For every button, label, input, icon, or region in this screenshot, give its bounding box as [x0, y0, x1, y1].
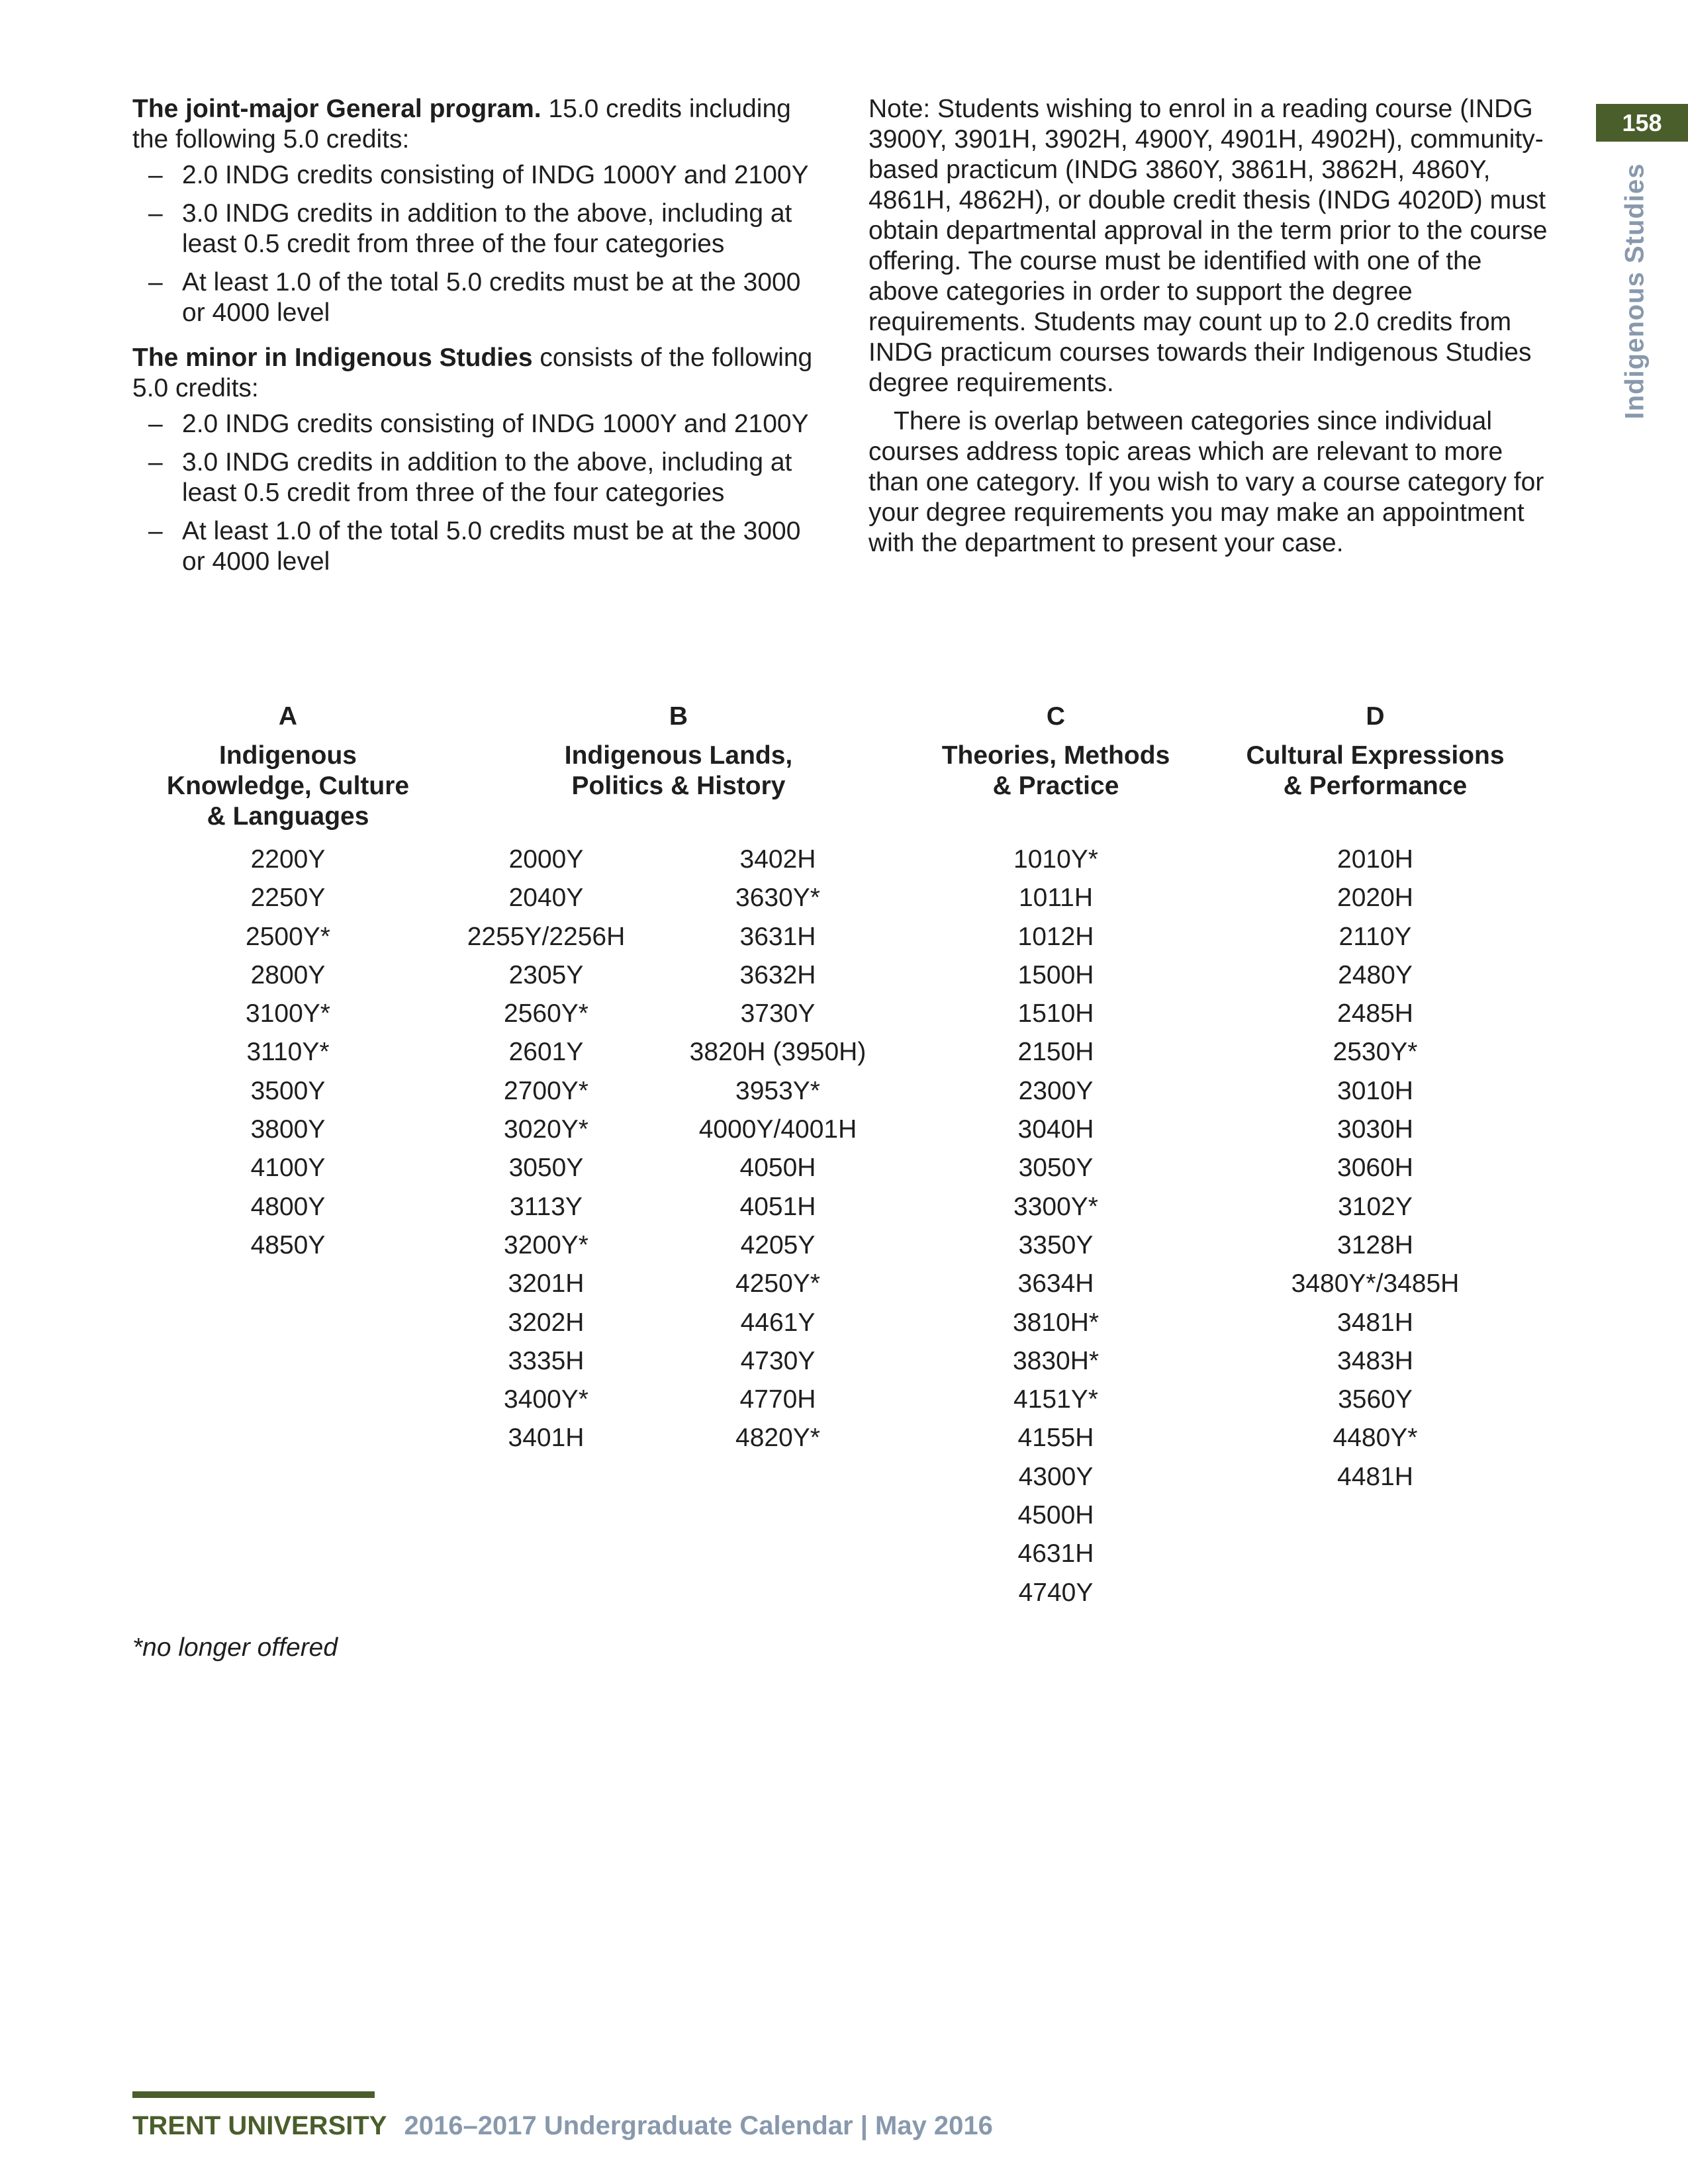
course-column-b1	[447, 841, 645, 1458]
course-code: 4000Y/4001H	[698, 1115, 857, 1144]
minor-intro: consists of the following 5.0 credits:	[132, 343, 813, 402]
course-code: 3634H	[1017, 1269, 1094, 1298]
course-column-d	[1258, 841, 1493, 1496]
course-code: 3040H	[1017, 1115, 1094, 1144]
general-program-intro: 15.0 credits including the following 5.0 credits:	[132, 95, 791, 154]
course-code: 3730Y	[740, 999, 816, 1028]
course-code: 2300Y	[1018, 1076, 1094, 1105]
section-side-label	[1582, 163, 1688, 420]
footer-rule	[132, 2091, 375, 2098]
category-letter: C	[1046, 702, 1066, 731]
course-code: 4820Y*	[735, 1424, 820, 1453]
course-column-b2	[669, 841, 887, 1458]
course-code: 1510H	[1017, 999, 1094, 1028]
course-column-c	[966, 841, 1145, 1612]
course-code: 3202H	[508, 1308, 585, 1337]
course-code: 2530Y*	[1333, 1038, 1418, 1067]
course-code: 1010Y*	[1013, 845, 1098, 874]
list-item: – At least 1.0 of the total 5.0 credits must be at the 3000 or 4000 level	[132, 267, 827, 328]
course-code: 1500H	[1017, 960, 1094, 989]
course-code: 3128H	[1337, 1230, 1413, 1259]
list-item: – 2.0 INDG credits consisting of INDG 1000Y and 2100Y	[132, 160, 827, 191]
footer-calendar: 2016–2017 Undergraduate Calendar | May 2016	[404, 2111, 993, 2140]
course-code: 3110Y*	[246, 1038, 330, 1067]
course-code: 2250Y	[250, 884, 326, 913]
overlap-paragraph: There is overlap between categories since individual courses address topic areas which are relevant to more than one category. If you wish to vary a course category for your degree requirements you may make an appointment with the department to present your case.	[868, 407, 1544, 557]
general-program-paragraph	[132, 94, 827, 155]
course-code: 2200Y	[250, 845, 326, 874]
course-code: 2255Y/2256H	[467, 922, 626, 951]
course-code: 3500Y	[250, 1076, 326, 1105]
course-code: 2601Y	[508, 1038, 584, 1067]
course-code: 4770H	[739, 1385, 816, 1414]
category-title: Indigenous Lands, Politics & History	[564, 741, 793, 800]
general-program-list	[132, 160, 827, 328]
course-code: 2500Y*	[246, 922, 330, 951]
course-code: 2010H	[1337, 845, 1413, 874]
course-code: 3335H	[508, 1346, 585, 1375]
course-code: 3560Y	[1338, 1385, 1413, 1414]
category-letter: B	[669, 702, 688, 731]
course-code: 1011H	[1018, 884, 1094, 913]
course-code: 4481H	[1337, 1462, 1413, 1491]
course-code: 3400Y*	[504, 1385, 588, 1414]
list-item: – 3.0 INDG credits in addition to the above, including at least 0.5 credit from three of the four categories	[132, 447, 827, 508]
minor-title: The minor in Indigenous Studies	[132, 343, 533, 372]
course-code: 3030H	[1337, 1115, 1413, 1144]
general-program-title: The joint-major General program.	[132, 95, 541, 123]
category-b-heading	[536, 702, 821, 801]
course-code: 4850Y	[250, 1230, 326, 1259]
course-code: 4740Y	[1018, 1578, 1094, 1607]
course-code: 3953Y*	[735, 1076, 820, 1105]
category-d-heading	[1221, 702, 1529, 801]
course-code: 4151Y*	[1013, 1385, 1098, 1414]
course-code: 3810H*	[1012, 1308, 1100, 1337]
footnote: *no longer offered	[132, 1633, 338, 1662]
course-code: 3632H	[739, 960, 816, 989]
list-item: – 3.0 INDG credits in addition to the above, including at least 0.5 credit from three of the four categories	[132, 199, 827, 259]
course-code: 3630Y*	[735, 884, 820, 913]
category-title: Indigenous Knowledge, Culture & Languages	[166, 741, 410, 831]
note-paragraph: Note: Students wishing to enrol in a reading course (INDG 3900Y, 3901H, 3902H, 4900Y, 4901H, 4902H), community-based practicum (INDG 3860Y, 3861H, 3862H, 4860Y, 4861H, 4862H), or double credit thesis (INDG 4020D) must obtain departmental approval in the term prior to the course offering. The course must be identified with one of the above categories in order to support the degree requirements. Students may count up to 2.0 credits from INDG practicum courses towards their Indigenous Studies degree requirements.	[868, 95, 1548, 397]
course-code: 4480Y*	[1333, 1424, 1418, 1453]
course-code: 3350Y	[1018, 1230, 1094, 1259]
course-code: 3483H	[1337, 1346, 1413, 1375]
footer-university: TRENT UNIVERSITY	[132, 2111, 387, 2140]
course-code: 4730Y	[740, 1346, 816, 1375]
course-code: 3020Y*	[504, 1115, 588, 1144]
course-code: 4300Y	[1018, 1462, 1094, 1491]
course-code: 4461Y	[740, 1308, 816, 1337]
right-column	[868, 94, 1550, 559]
course-code: 1012H	[1017, 922, 1094, 951]
list-item: – At least 1.0 of the total 5.0 credits must be at the 3000 or 4000 level	[132, 516, 827, 577]
course-code: 3060H	[1337, 1154, 1413, 1183]
course-code: 2150H	[1017, 1038, 1094, 1067]
course-code: 2040Y	[508, 884, 584, 913]
category-c-heading	[920, 702, 1192, 801]
course-code: 3113Y	[510, 1192, 583, 1221]
category-a-heading	[142, 702, 434, 832]
course-code: 4250Y*	[735, 1269, 820, 1298]
course-code: 3050Y	[508, 1154, 584, 1183]
course-code: 3201H	[508, 1269, 585, 1298]
course-code: 4631H	[1017, 1539, 1094, 1569]
course-code: 3102Y	[1338, 1192, 1413, 1221]
course-code: 4051H	[739, 1192, 816, 1221]
course-code: 3481H	[1337, 1308, 1413, 1337]
course-code: 2560Y*	[504, 999, 588, 1028]
course-code: 3830H*	[1012, 1346, 1100, 1375]
left-column	[132, 94, 827, 585]
course-code: 2700Y*	[504, 1076, 588, 1105]
footer	[132, 2111, 993, 2141]
page-number: 158	[1596, 104, 1688, 142]
course-code: 2305Y	[508, 960, 584, 989]
category-title: Theories, Methods & Practice	[941, 741, 1170, 800]
course-code: 3300Y*	[1013, 1192, 1098, 1221]
course-code: 4100Y	[250, 1154, 326, 1183]
course-code: 3480Y*/3485H	[1291, 1269, 1460, 1298]
category-title: Cultural Expressions & Performance	[1246, 741, 1505, 800]
course-code: 3050Y	[1018, 1154, 1094, 1183]
course-code: 4205Y	[740, 1230, 816, 1259]
course-code: 3100Y*	[246, 999, 330, 1028]
category-letter: D	[1366, 702, 1385, 731]
course-code: 2485H	[1337, 999, 1413, 1028]
course-code: 3631H	[739, 922, 816, 951]
course-code: 2800Y	[250, 960, 326, 989]
course-code: 3402H	[739, 845, 816, 874]
course-code: 4155H	[1017, 1424, 1094, 1453]
list-item: – 2.0 INDG credits consisting of INDG 1000Y and 2100Y	[132, 409, 827, 439]
course-code: 2480Y	[1338, 960, 1413, 989]
course-code: 2020H	[1337, 884, 1413, 913]
course-code: 3200Y*	[504, 1230, 588, 1259]
category-letter: A	[278, 702, 298, 731]
minor-paragraph	[132, 343, 827, 404]
course-code: 2110Y	[1338, 922, 1412, 951]
course-code: 2000Y	[508, 845, 584, 874]
course-code: 4500H	[1017, 1501, 1094, 1530]
course-code: 3010H	[1337, 1076, 1413, 1105]
section-side-label-text: Indigenous Studies	[1620, 163, 1650, 420]
course-code: 3800Y	[250, 1115, 326, 1144]
course-code: 3401H	[508, 1424, 585, 1453]
course-column-a	[209, 841, 367, 1265]
course-code: 4800Y	[250, 1192, 326, 1221]
course-code: 4050H	[739, 1154, 816, 1183]
course-code: 3820H (3950H)	[689, 1038, 867, 1067]
minor-list	[132, 409, 827, 577]
